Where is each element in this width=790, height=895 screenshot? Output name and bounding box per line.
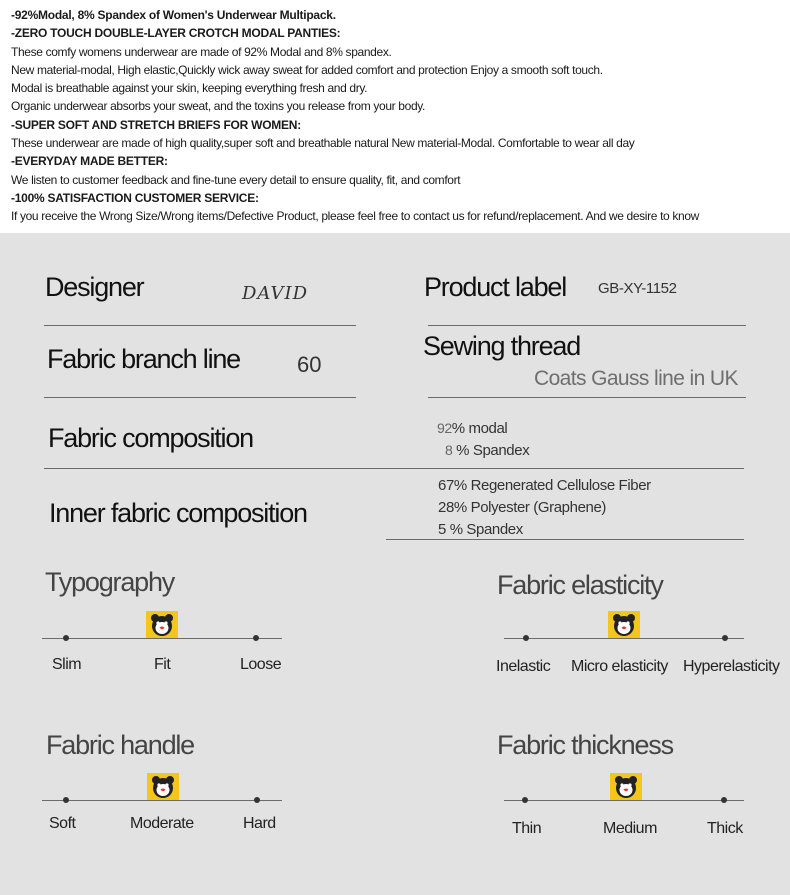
fabric-composition-line-2: 8 % Spandex	[445, 442, 530, 459]
fabric-branch-line-label: Fabric branch line	[47, 344, 241, 374]
typography-title: Typography	[45, 567, 175, 597]
scale-dot	[522, 797, 528, 803]
scale-option-hard: Hard	[243, 815, 276, 832]
divider	[428, 397, 746, 398]
description-line: These underwear are made of high quality,super soft and breathable natural New material-Modal. Comfortable to wear all day	[11, 136, 635, 151]
designer-value: DAVID	[242, 283, 309, 304]
description-heading: -ZERO TOUCH DOUBLE-LAYER CROTCH MODAL PANTIES:	[11, 26, 341, 41]
bear-face-icon	[147, 773, 179, 801]
divider	[44, 468, 744, 469]
designer-label: Designer	[45, 272, 144, 302]
bear-face-icon	[146, 611, 178, 639]
scale-dot	[254, 797, 260, 803]
fabric-composition-line-1: 92% modal	[437, 420, 508, 437]
description-line: Organic underwear absorbs your sweat, and the toxins you release from your body.	[11, 99, 426, 114]
description-line: Modal is breathable against your skin, keeping everything fresh and dry.	[11, 81, 368, 96]
sewing-thread-label: Sewing thread	[423, 331, 581, 361]
scale-option-slim: Slim	[52, 656, 82, 673]
description-line: We listen to customer feedback and fine-tune every detail to ensure quality, fit, and comfort	[11, 172, 461, 187]
scale-option-loose: Loose	[240, 656, 282, 673]
product-label-label: Product label	[424, 272, 566, 302]
scale-option-hyperelasticity: Hyperelasticity	[683, 658, 780, 675]
scale-dot	[722, 635, 728, 641]
scale-dot	[523, 635, 529, 641]
description-line: New material-modal, High elastic,Quickly wick away sweat for added comfort and protection Enjoy a smooth soft touch.	[11, 62, 603, 77]
bear-face-icon	[608, 611, 640, 639]
bear-face-icon	[610, 773, 642, 801]
product-description	[0, 0, 790, 233]
divider	[428, 325, 746, 326]
scale-track	[42, 800, 282, 801]
inner-fabric-line-2: 28% Polyester (Graphene)	[438, 499, 606, 516]
scale-option-thin: Thin	[512, 820, 542, 837]
description-heading: -EVERYDAY MADE BETTER:	[11, 154, 168, 169]
scale-dot	[63, 797, 69, 803]
scale-dot	[253, 635, 259, 641]
scale-track	[42, 638, 282, 639]
description-line: If you receive the Wrong Size/Wrong items/Defective Product, please feel free to contact us for refund/replacement. And we desire to know	[11, 209, 699, 224]
scale-option-soft: Soft	[49, 815, 76, 832]
scale-option-medium: Medium	[603, 820, 657, 837]
scale-option-micro-elasticity: Micro elasticity	[571, 658, 668, 675]
inner-fabric-line-3: 5 % Spandex	[438, 521, 523, 538]
fabric-composition-label: Fabric composition	[48, 423, 253, 453]
product-label-value: GB-XY-1152	[598, 280, 677, 297]
description-line: These comfy womens underwear are made of 92% Modal and 8% spandex.	[11, 44, 392, 59]
divider	[44, 325, 356, 326]
scale-option-moderate: Moderate	[130, 815, 194, 832]
scale-option-fit: Fit	[154, 656, 171, 673]
inner-fabric-line-1: 67% Regenerated Cellulose Fiber	[438, 477, 651, 494]
fabric-branch-line-value: 60	[297, 352, 322, 377]
divider	[44, 397, 356, 398]
sewing-thread-value: Coats Gauss line in UK	[534, 367, 738, 390]
fabric-thickness-title: Fabric thickness	[497, 730, 673, 760]
divider	[386, 539, 744, 540]
spec-panel	[0, 233, 790, 895]
description-heading: -SUPER SOFT AND STRETCH BRIEFS FOR WOMEN:	[11, 117, 301, 132]
description-heading: -92%Modal, 8% Spandex of Women's Underwear Multipack.	[11, 8, 336, 22]
inner-fabric-composition-label: Inner fabric composition	[49, 498, 307, 528]
scale-dot	[63, 635, 69, 641]
fabric-handle-title: Fabric handle	[46, 730, 194, 760]
scale-option-inelastic: Inelastic	[496, 658, 551, 675]
fabric-elasticity-title: Fabric elasticity	[497, 570, 663, 600]
scale-track	[504, 800, 744, 801]
description-heading: -100% SATISFACTION CUSTOMER SERVICE:	[11, 190, 259, 205]
scale-track	[504, 638, 744, 639]
scale-option-thick: Thick	[707, 820, 743, 837]
scale-dot	[721, 797, 727, 803]
